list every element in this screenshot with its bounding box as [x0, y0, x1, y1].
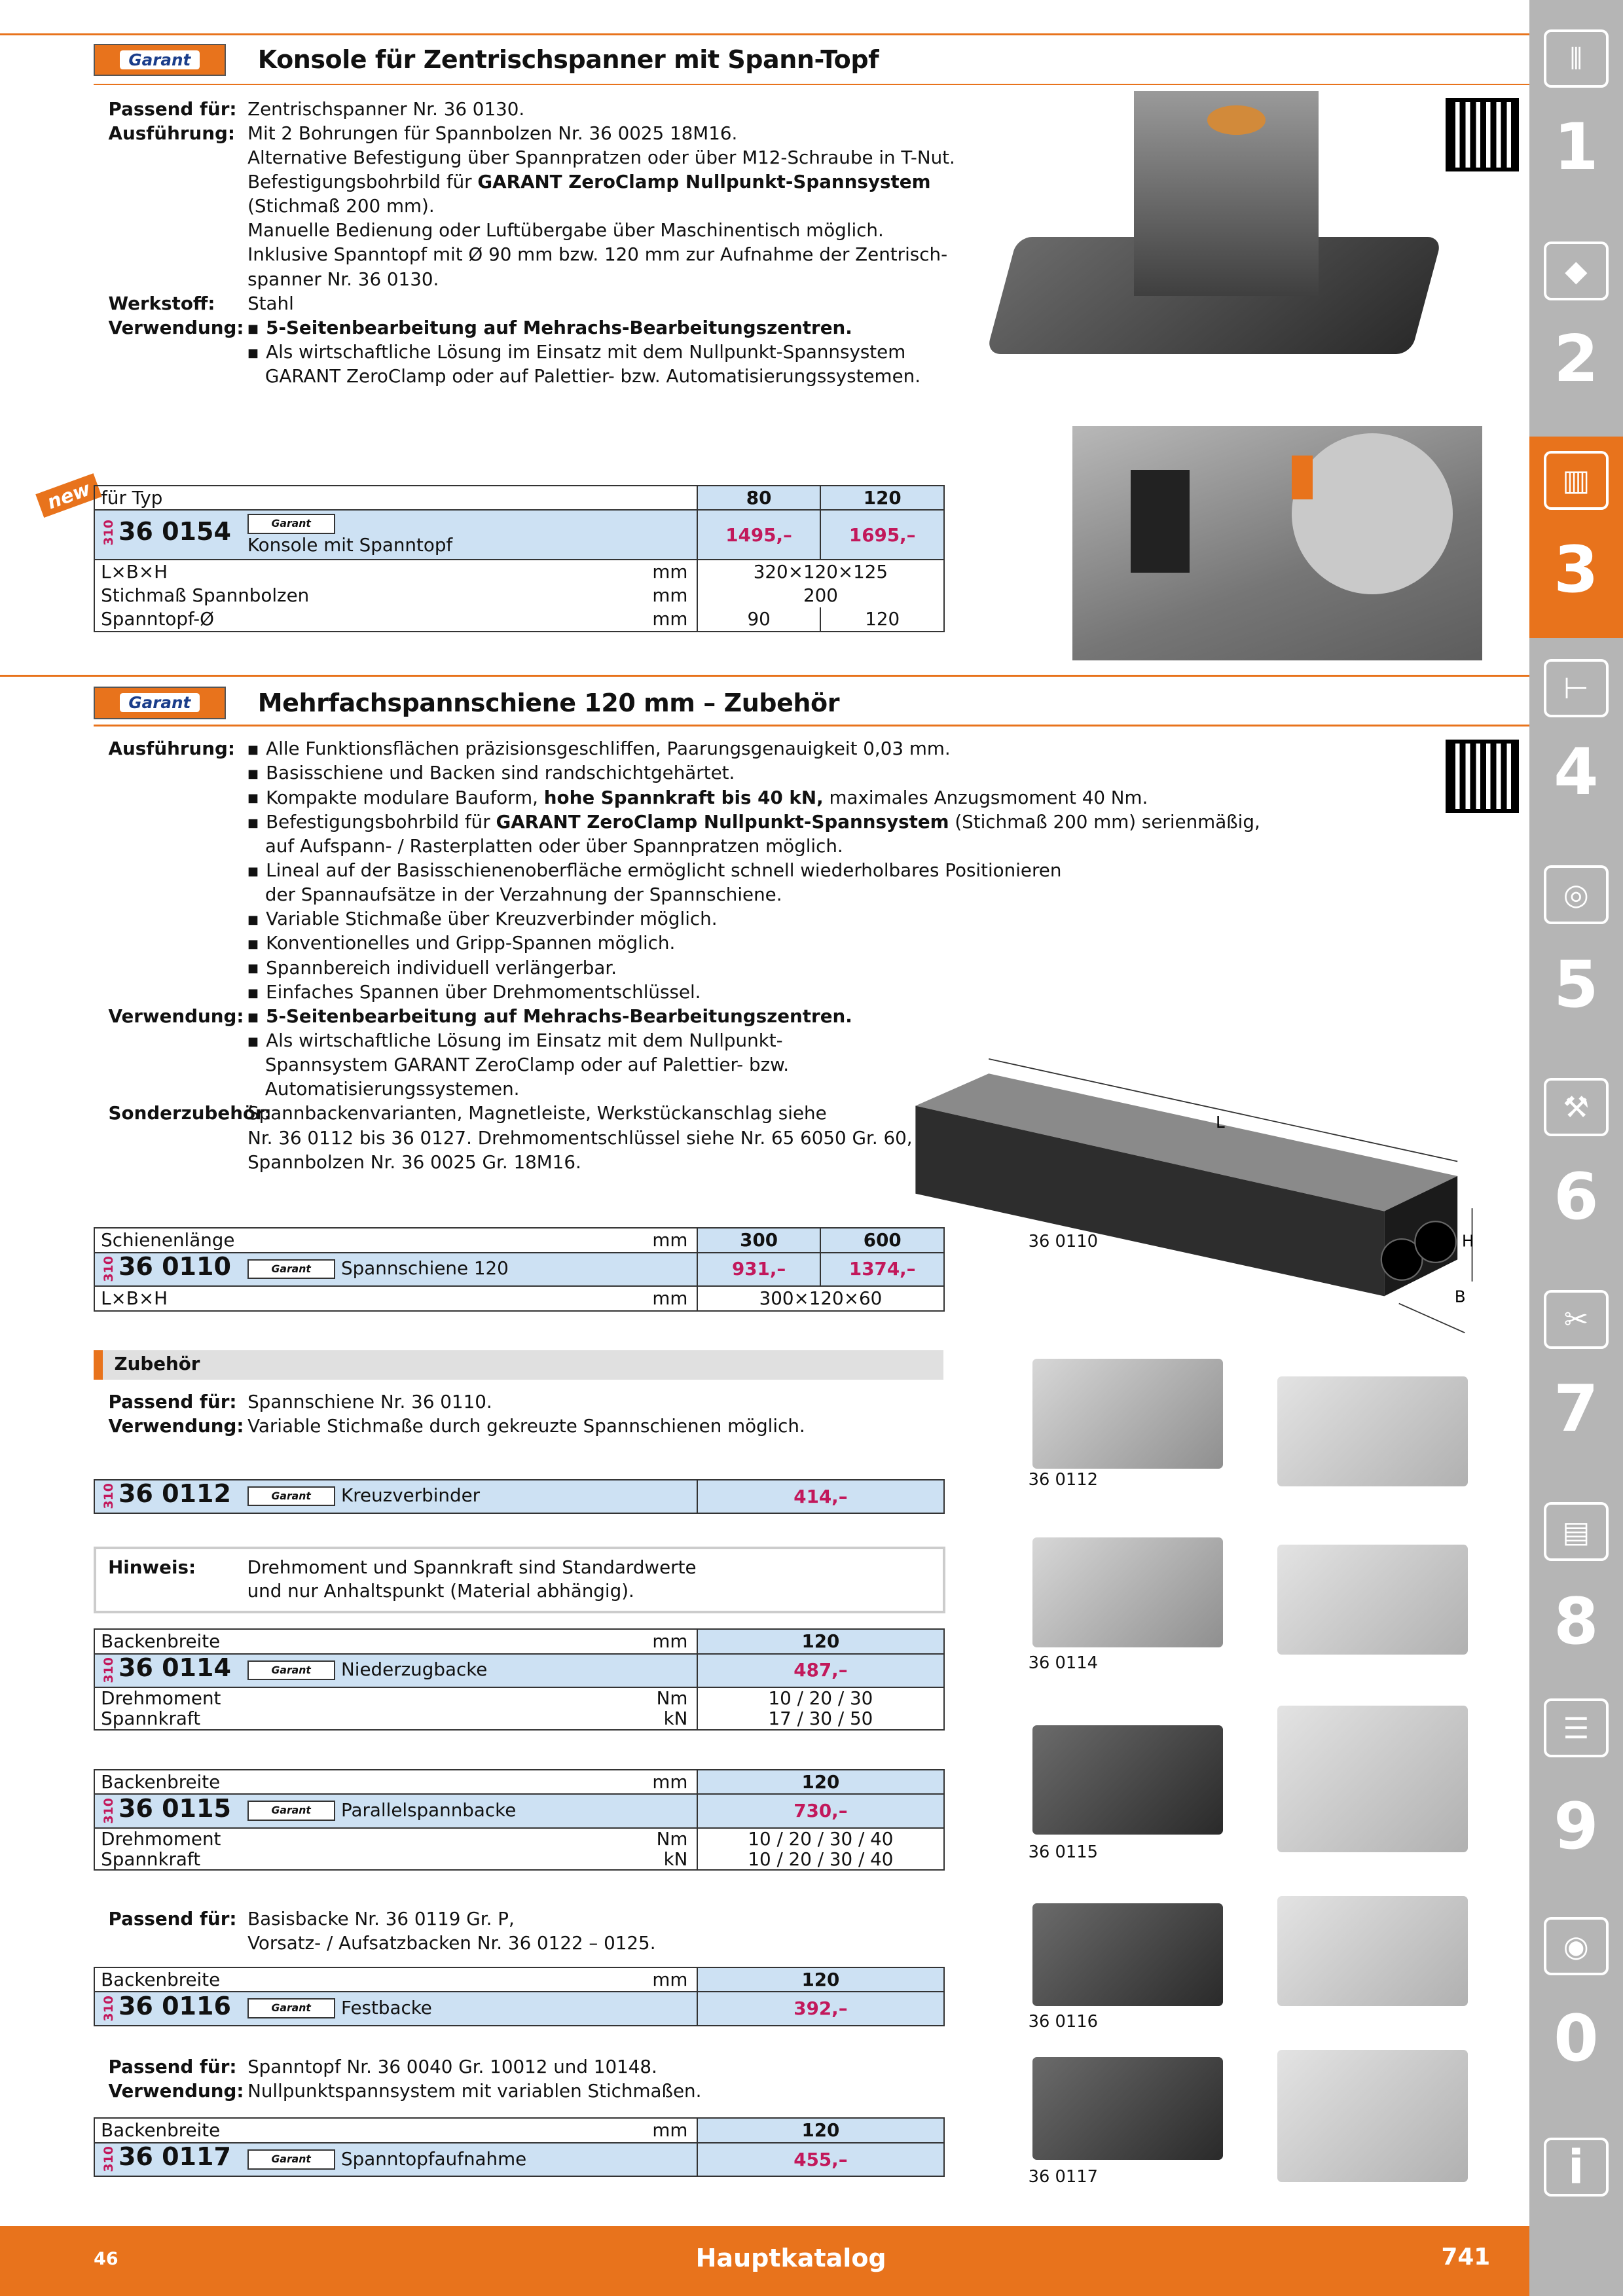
table-head-label: für Typ — [94, 486, 697, 511]
article-row-360154[interactable]: 310 36 0154 Garant Konsole mit Spanntopf — [94, 510, 697, 560]
niederzugbacke-image — [1032, 1537, 1223, 1647]
chuck-icon: ▥ — [1544, 451, 1608, 509]
article-row-360110[interactable]: 310 36 0110 Garant Spannschiene 120 — [94, 1253, 697, 1286]
parallelspannbacke-image — [1032, 1725, 1223, 1835]
price-80: 1495,– — [697, 510, 821, 560]
article-row-360115[interactable]: 310 36 0115 Garant Parallelspannbacke — [94, 1794, 697, 1827]
chapter-6-tab[interactable]: ⚒ 6 — [1535, 1069, 1617, 1281]
product-table-360116: Backenbreite mm 120 310 36 0116 Garant Festbacke 392,– — [94, 1967, 945, 2026]
safety-goggles-icon: ◉ — [1544, 1917, 1608, 1975]
info-icon: i — [1544, 2138, 1608, 2196]
hinweis-box: Hinweis: Drehmoment und Spannkraft sind Standardwerte und nur Anhaltspunkt (Material abhängig). — [94, 1547, 945, 1613]
article-row-360116[interactable]: 310 36 0116 Garant Festbacke — [94, 1992, 697, 2025]
saw-blade-icon: ◎ — [1544, 865, 1608, 924]
caption-360117: 36 0117 — [1028, 2167, 1098, 2187]
chapter-9-tab[interactable]: ☰ 9 — [1535, 1698, 1617, 1910]
section-rule — [0, 675, 1529, 676]
chapter-8-tab[interactable]: ▤ 8 — [1535, 1494, 1617, 1698]
chapter-info-tab[interactable] — [1535, 2130, 1617, 2218]
garant-logo: Garant — [94, 687, 225, 719]
caption-360114: 36 0114 — [1028, 1653, 1098, 1673]
dim-B: B — [1454, 1286, 1466, 1306]
festbacke-drawing — [1277, 1896, 1468, 2006]
toolset-icon: ▤ — [1544, 1502, 1608, 1560]
zeroclamp-line-2: ■ Befestigungsbohrbild für GARANT ZeroClamp Nullpunkt-Spannsystem (Stichmaß 200 mm) serienmäßig, — [247, 810, 1260, 836]
caliper-icon: ⊢ — [1544, 659, 1608, 717]
article-row-360112[interactable]: 310 36 0112 Garant Kreuzverbinder — [94, 1480, 697, 1513]
caption-360115: 36 0115 — [1028, 1842, 1098, 1862]
spanntopf-description: Passend für: Spanntopf Nr. 36 0040 Gr. 10012 und 10148. Verwendung: Nullpunktspannsystem mit variablen Stichmaßen. — [108, 2055, 702, 2102]
wrench-icon: ⚒ — [1544, 1078, 1608, 1136]
chapter-4-tab[interactable]: ⊢ 4 — [1535, 644, 1617, 856]
page-number-right: 741 — [1441, 2243, 1491, 2270]
machine-application-photo — [1072, 426, 1482, 660]
qr-code-icon[interactable] — [1446, 98, 1519, 171]
chapter-0-tab[interactable]: ◉ 0 — [1535, 1911, 1617, 2116]
garant-mini-logo: Garant — [247, 1660, 335, 1681]
festbacke-image — [1032, 1903, 1223, 2006]
caption-360112: 36 0112 — [1028, 1470, 1098, 1490]
qr-code-icon[interactable] — [1446, 740, 1519, 813]
garant-mini-logo: Garant — [247, 1259, 335, 1280]
zubehoer-header: Zubehör — [94, 1350, 943, 1380]
section-title: Konsole für Zentrischspanner mit Spann-Topf — [257, 45, 879, 75]
caption-360110: 36 0110 — [1028, 1231, 1098, 1251]
product-table-360117: Backenbreite mm 120 310 36 0117 Garant Spanntopfaufnahme 455,– — [94, 2117, 945, 2177]
section2-description: Ausführung: ■ Alle Funktionsflächen präzisionsgeschliffen, Paarungsgenauigkeit 0,03 mm. ■ Basisschiene und Backen sind randschichtgehärtet. ■ Kompakte modulare Bauform, hohe Spannkraft bis 40 kN, maximales Anzugsmoment 40 Nm. ■ Befestigungsbohrbild für GARANT ZeroClamp Nullpunkt-Spannsystem (Stichmaß 200 mm) serienmäßig, auf Aufspann- / Rasterplatten oder über Spannpratzen möglich. ■ Lineal auf der Basisschienenoberfläche ermöglicht schnell wiederholbares Positionieren der Spannaufsätze in der Verzahnung der Spannschiene. ■ Variable Stichmaße über Kreuzverbinder möglich. ■ Konventionelles und Gripp-Spannen möglich. ■ Spannbereich individuell verlängerbar. ■ Einfaches Spannen über Drehmomentschlüssel. Verwendung: ■ 5-Seitenbearbeitung auf Mehrachs-Bearbeitungszentren. ■ Als wirtschaftliche Lösung im Einsatz mit dem Nullpunkt- Spannsystem GARANT ZeroClamp oder auf Palettier- bzw. Automatisierungssystemen. Sonderzubehör: Spannbackenvarianten, Magnetleiste, Werkstückanschlag siehe Nr. 36 0112 bis 36 0127. Drehmomentschlüssel siehe Nr. 65 6050 Gr. 60, Spannbolzen Nr. 36 0025 Gr. 18M16. — [109, 736, 1222, 1175]
price-120: 1695,– — [820, 510, 944, 560]
article-row-360114[interactable]: 310 36 0114 Garant Niederzugbacke — [94, 1654, 697, 1687]
caption-360116: 36 0116 — [1028, 2012, 1098, 2032]
dim-L: L — [1215, 1112, 1225, 1132]
garant-logo: Garant — [94, 44, 225, 76]
garant-mini-logo: Garant — [247, 1801, 335, 1821]
festbacke-description: Passend für: Basisbacke Nr. 36 0119 Gr. P, Vorsatz- / Aufsatzbacken Nr. 36 0122 – 0125. — [108, 1907, 656, 1954]
dim-H: H — [1461, 1230, 1474, 1250]
page-number-left: 46 — [94, 2249, 119, 2270]
chapter-2-tab[interactable]: ◆ 2 — [1535, 220, 1617, 432]
top-rule — [0, 33, 1529, 35]
zeroclamp-line: Befestigungsbohrbild für GARANT ZeroClamp Nullpunkt-Spannsystem — [247, 171, 931, 193]
new-badge: new — [35, 473, 102, 518]
chapter-1-tab[interactable]: ⦀ 1 — [1535, 0, 1617, 220]
title-rule — [94, 84, 1529, 85]
zubehoer-description: Passend für: Spannschiene Nr. 36 0110. Verwendung: Variable Stichmaße durch gekreuzte Spannschienen möglich. — [108, 1391, 805, 1437]
section-title: Mehrfachspannschiene 120 mm – Zubehör — [257, 688, 839, 717]
kreuzverbinder-drawing — [1277, 1376, 1468, 1486]
chapter-3-tab[interactable]: ▥ 3 — [1535, 437, 1617, 641]
title-rule — [94, 725, 1529, 726]
section1-description: Passend für: Zentrischspanner Nr. 36 0130. Ausführung: Mit 2 Bohrungen für Spannbolzen Nr. 36 0025 18M16. Alternative Befestigung über Spannpratzen oder über M12-Schraube in T-Nut. Befestigungsbohrbild für GARANT ZeroClamp Nullpunkt-Spannsystem (Stichmaß 200 mm). Manuelle Bedienung oder Luftübergabe über Maschinentisch möglich. Inklusive Spanntopf mit Ø 90 mm bzw. 120 mm zur Aufnahme der Zentrisch- spanner Nr. 36 0130. Werkstoff: Stahl Verwendung: ■ 5-Seitenbearbeitung auf Mehrachs-Bearbeitungszentren. ■ Als wirtschaftliche Lösung im Einsatz mit dem Nullpunkt-Spannsystem GARANT ZeroClamp oder auf Palettier- bzw. Automatisierungssystemen. — [109, 97, 987, 404]
parallelspannbacke-drawing — [1277, 1706, 1468, 1852]
footer-bar — [0, 2226, 1529, 2296]
drill-icon: ⦀ — [1544, 29, 1608, 88]
kreuzverbinder-image — [1032, 1359, 1223, 1469]
garant-mini-logo: Garant — [247, 1486, 335, 1507]
niederzugbacke-drawing — [1277, 1545, 1468, 1655]
garant-mini-logo: Garant — [247, 1998, 335, 2018]
cabinet-icon: ☰ — [1544, 1698, 1608, 1757]
rail-drawing — [901, 1047, 1508, 1340]
chapter-7-tab[interactable]: ✂ 7 — [1535, 1282, 1617, 1494]
garant-mini-logo: Garant — [247, 2149, 335, 2170]
insert-icon: ◆ — [1544, 242, 1608, 300]
product-table-360110: Schienenlänge mm 300 600 310 36 0110 Garant Spannschiene 120 931,– 1374,– L×B×H mm 300×120×60 — [94, 1227, 945, 1312]
product-table-360112: 310 36 0112 Garant Kreuzverbinder 414,– — [94, 1479, 945, 1514]
kompakt-line: ■ Kompakte modulare Bauform, hohe Spannkraft bis 40 kN, maximales Anzugsmoment 40 Nm. — [247, 785, 1148, 812]
console-product-image — [1002, 91, 1427, 399]
catalog-name: Hauptkatalog — [695, 2243, 886, 2272]
product-table-360114: Backenbreite mm 120 310 36 0114 Garant Niederzugbacke 487,– Drehmoment Nm 10 / 20 / 30 Spannkraft kN 17 / 30 / 50 — [94, 1628, 945, 1731]
pliers-icon: ✂ — [1544, 1290, 1608, 1348]
spanntopfaufnahme-drawing — [1277, 2050, 1468, 2181]
product-table-360115: Backenbreite mm 120 310 36 0115 Garant Parallelspannbacke 730,– Drehmoment Nm 10 / 20 / 30 / 40 Spannkraft kN 10 / 20 / 30 / 40 — [94, 1769, 945, 1871]
garant-mini-logo: Garant — [247, 514, 335, 534]
product-table-360154: für Typ 80 120 310 36 0154 Garant Konsole mit Spanntopf 1495,– 1695,– L×B×H mm 320×120×125 Stichmaß Spannbolzen mm 200 Spanntopf-Ø mm 90 120 — [94, 485, 945, 632]
chapter-5-tab[interactable]: ◎ 5 — [1535, 857, 1617, 1069]
spanntopfaufnahme-image — [1032, 2057, 1223, 2160]
article-row-360117[interactable]: 310 36 0117 Garant Spanntopfaufnahme — [94, 2143, 697, 2176]
